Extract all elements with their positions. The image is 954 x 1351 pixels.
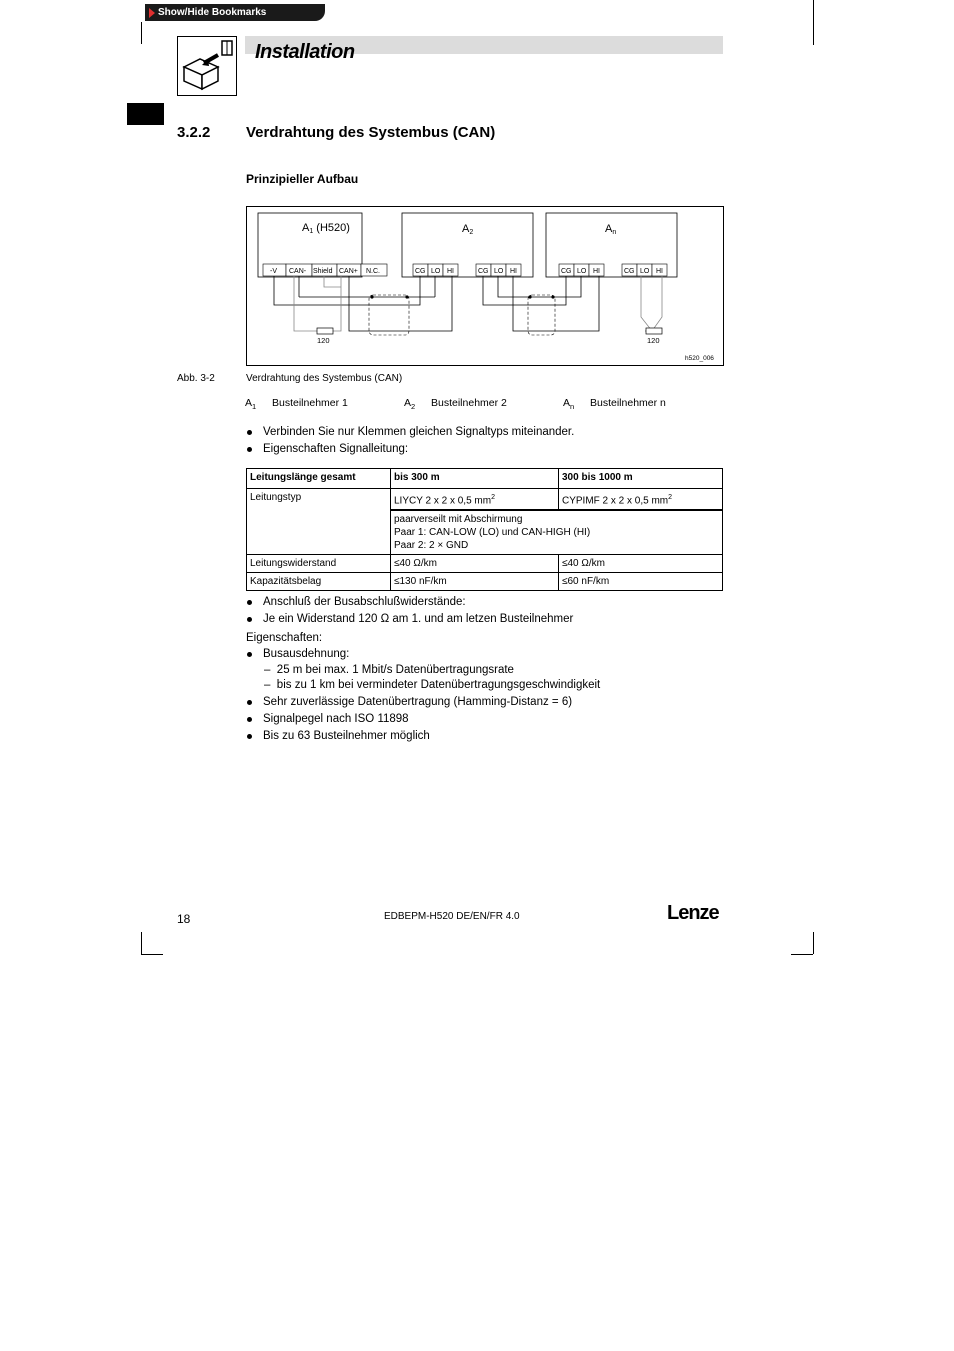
device-an-label: An (605, 223, 617, 236)
table-cell: Leitungswiderstand (247, 555, 391, 573)
svg-text:CG: CG (624, 268, 635, 275)
svg-text:LO: LO (431, 268, 441, 275)
svg-text:CG: CG (415, 268, 426, 275)
figure-code: h520_006 (685, 355, 714, 362)
legend-item: $A_1$ (245, 397, 257, 412)
terminal-label: CAN+ (339, 268, 358, 275)
list-item: Bis zu 63 Busteilnehmer möglich (246, 728, 726, 745)
legend-text: Busteilnehmer 2 (431, 397, 507, 409)
subheading: Prinzipieller Aufbau (246, 172, 359, 186)
section-number: 3.2.2 (177, 124, 211, 141)
svg-text:CG: CG (561, 268, 572, 275)
bullet-list (246, 594, 726, 628)
triangle-right-icon (149, 8, 155, 18)
table-cell: ≤130 nF/km (391, 573, 559, 591)
crop-mark (813, 0, 814, 45)
resistor-right-label: 120 (647, 336, 660, 345)
crop-mark (141, 22, 142, 44)
svg-text:LO: LO (494, 268, 504, 275)
svg-text:LO: LO (640, 268, 650, 275)
chapter-marker (127, 103, 164, 125)
svg-text:HI: HI (447, 268, 454, 275)
svg-text:CG: CG (478, 268, 489, 275)
cable-shield (369, 295, 555, 335)
table-header: Leitungslänge gesamt (247, 469, 391, 489)
crop-mark (141, 954, 163, 955)
svg-text:HI: HI (510, 268, 517, 275)
installation-icon (177, 36, 237, 96)
list-item: Eigenschaften Signalleitung: (246, 441, 726, 458)
list-item: Signalpegel nach ISO 11898 (246, 711, 726, 728)
table-cell: Kapazitätsbelag (247, 573, 391, 591)
list-item: Anschluß der Busabschlußwiderstände: (246, 594, 726, 611)
list-item: Sehr zuverlässige Datenübertragung (Hamming-Distanz = 6) (246, 694, 726, 711)
section-title: Verdrahtung des Systembus (CAN) (246, 124, 496, 141)
bullet-list (246, 646, 726, 663)
device-a1-label: A1 (H520) (302, 222, 350, 235)
figure-caption: Verdrahtung des Systembus (CAN) (246, 373, 403, 384)
legend-text: Busteilnehmer n (590, 397, 666, 409)
document-code: EDBEPM-H520 DE/EN/FR 4.0 (384, 911, 520, 922)
page-number: 18 (177, 912, 191, 926)
terminal-label: -V (270, 268, 277, 275)
figure-caption-number: Abb. 3-2 (177, 373, 215, 384)
terminal-label: CAN- (289, 268, 307, 275)
table-cell: LIYCY 2 x 2 x 0,5 $mm^2$ (391, 489, 559, 511)
table-cell: ≤60 nF/km (559, 573, 723, 591)
legend-text: Busteilnehmer 1 (272, 397, 348, 409)
svg-text:LO: LO (577, 268, 587, 275)
list-item: Busausdehnung: (246, 646, 726, 663)
table-header: 300 bis 1000 m (559, 469, 723, 489)
device-a2-label: A2 (462, 223, 474, 236)
svg-text:HI: HI (656, 268, 663, 275)
list-item: Je ein Widerstand 120 Ω am 1. und am letzen Busteilnehmer (246, 611, 726, 628)
termination-resistor-left (317, 328, 333, 334)
table-cell: Leitungstyp (247, 489, 391, 555)
table-cell: paarverseilt mit Abschirmung Paar 1: CAN-LOW (LO) und CAN-HIGH (HI) Paar 2: 2 × GND (391, 510, 723, 555)
box-plug-icon (178, 37, 236, 95)
terminal-label: N.C. (366, 268, 380, 275)
table-cell: ≤40 Ω/km (559, 555, 723, 573)
crop-mark (141, 932, 142, 954)
show-hide-bookmarks-button[interactable] (145, 4, 325, 21)
page-title: Installation (255, 41, 355, 63)
table-cell: CYPIMF 2 x 2 x 0,5 $mm^2$ (559, 489, 723, 511)
terminal-label: Shield (313, 268, 333, 275)
properties-label: Eigenschaften: (246, 632, 323, 644)
crop-mark (791, 954, 813, 955)
termination-resistor-right (646, 328, 662, 334)
lenze-logo: Lenze (667, 902, 719, 924)
svg-text:HI: HI (593, 268, 600, 275)
table-cell: ≤40 Ω/km (391, 555, 559, 573)
legend-item: $A_2$ (404, 397, 416, 412)
bus-wires (274, 276, 599, 331)
bullet-list (246, 694, 726, 745)
bullet-list (246, 424, 726, 458)
can-wiring-diagram (246, 206, 724, 366)
dash-item: – 25 m bei max. 1 Mbit/s Datenübertragungsrate (264, 664, 514, 676)
list-item: Verbinden Sie nur Klemmen gleichen Signaltyps miteinander. (246, 424, 726, 441)
signal-cable-table (246, 468, 723, 591)
resistor-left-label: 120 (317, 336, 330, 345)
dash-item: – bis zu 1 km bei vermindeter Datenübertragungsgeschwindigkeit (264, 679, 601, 691)
table-header: bis 300 m (391, 469, 559, 489)
legend-item: $A_n$ (563, 397, 575, 412)
a1-terminal-strip (263, 264, 387, 276)
crop-mark (813, 932, 814, 954)
bookmark-label: Show/Hide Bookmarks (158, 7, 267, 18)
